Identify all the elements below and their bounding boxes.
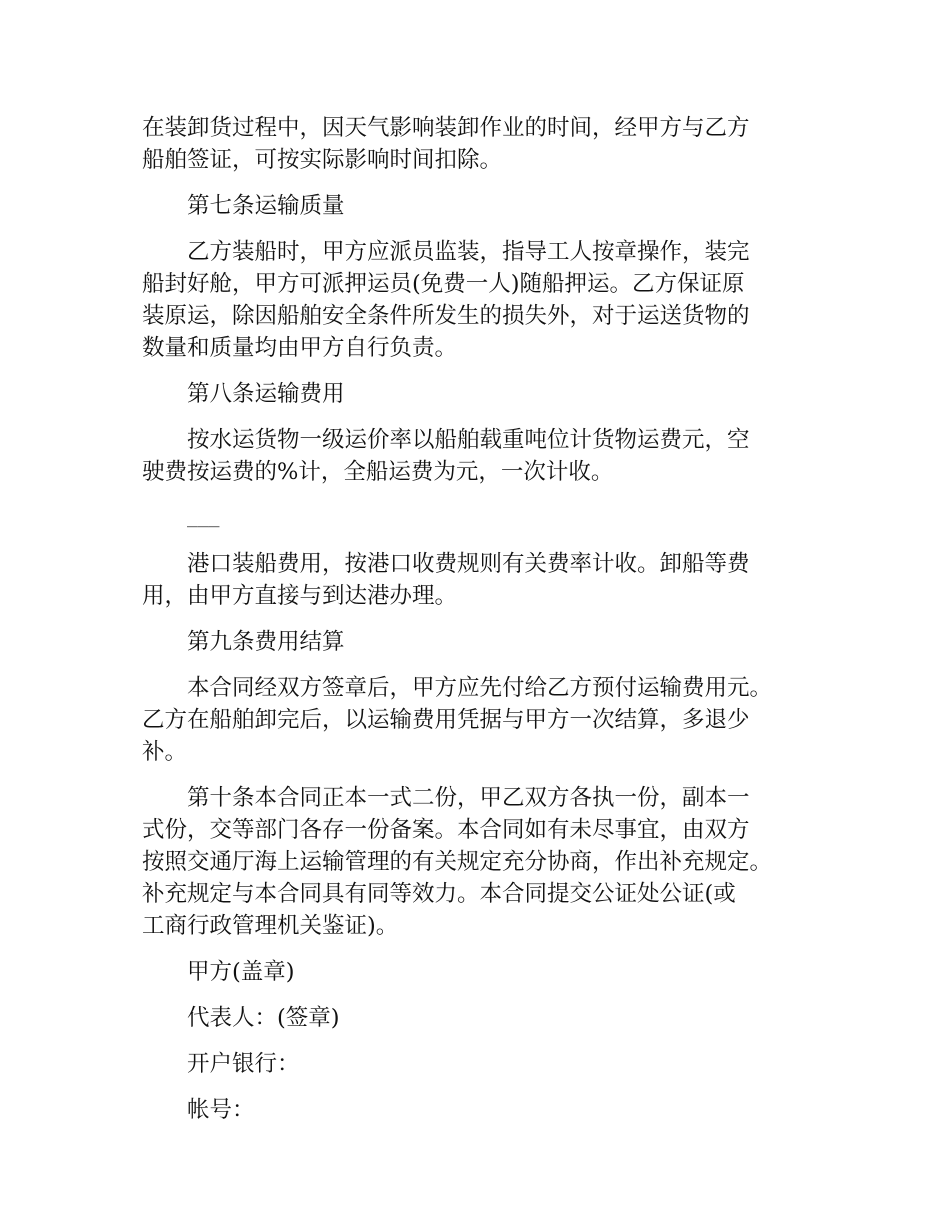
text-line: 本合同经双方签章后，甲方应先付给乙方预付运输费用元。 (187, 675, 773, 701)
text-line: 在装卸货过程中，因天气影响装卸作业的时间，经甲方与乙方 (142, 115, 750, 141)
paragraph-settlement (142, 672, 822, 768)
text-line: 按照交通厅海上运输管理的有关规定充分协商，作出补充规定。 (142, 849, 773, 875)
text-line: 补。 (142, 739, 188, 765)
text-line: 按水运货物一级运价率以船舶载重吨位计货物运费元，空 (187, 427, 750, 453)
text-line: 数量和质量均由甲方自行负责。 (142, 335, 458, 361)
text-line: 工商行政管理机关鉴证)。 (142, 913, 399, 939)
paragraph-freight-rate (142, 424, 822, 488)
paragraph-transport-quality (142, 236, 822, 364)
representative-signature: 代表人：(签章) (187, 1005, 340, 1031)
text-line: 船封好舱，甲方可派押运员(免费一人)随船押运。乙方保证原 (142, 271, 745, 297)
text-line: 第十条本合同正本一式二份，甲乙双方各执一份，副本一 (187, 785, 750, 811)
article-8-title: 第八条运输费用 (187, 381, 345, 407)
paragraph-loading-delay (142, 112, 822, 176)
divider-mark: ___ (187, 507, 220, 528)
text-line: 用，由甲方直接与到达港办理。 (142, 583, 458, 609)
document-body (142, 112, 822, 1140)
text-line: 船舶签证，可按实际影响时间扣除。 (142, 147, 503, 173)
party-a-seal: 甲方(盖章) (187, 959, 295, 985)
text-line: 补充规定与本合同具有同等效力。本合同提交公证处公证(或 (142, 881, 736, 907)
bank-field: 开户银行： (187, 1051, 300, 1077)
paragraph-article-10 (142, 782, 822, 942)
text-line: 港口装船费用，按港口收费规则有关费率计收。卸船等费 (187, 551, 750, 577)
text-line: 驶费按运费的%计，全船运费为元，一次计收。 (142, 459, 614, 485)
article-9-title: 第九条费用结算 (187, 629, 345, 655)
article-7-title: 第七条运输质量 (187, 193, 345, 219)
text-line: 乙方在船舶卸完后，以运输费用凭据与甲方一次结算，多退少 (142, 707, 750, 733)
paragraph-port-fees (142, 548, 822, 612)
text-line: 装原运，除因船舶安全条件所发生的损失外，对于运送货物的 (142, 303, 750, 329)
text-line: 乙方装船时，甲方应派员监装，指导工人按章操作，装完 (187, 239, 750, 265)
account-field: 帐号： (187, 1097, 255, 1123)
text-line: 式份，交等部门各存一份备案。本合同如有未尽事宜，由双方 (142, 817, 750, 843)
